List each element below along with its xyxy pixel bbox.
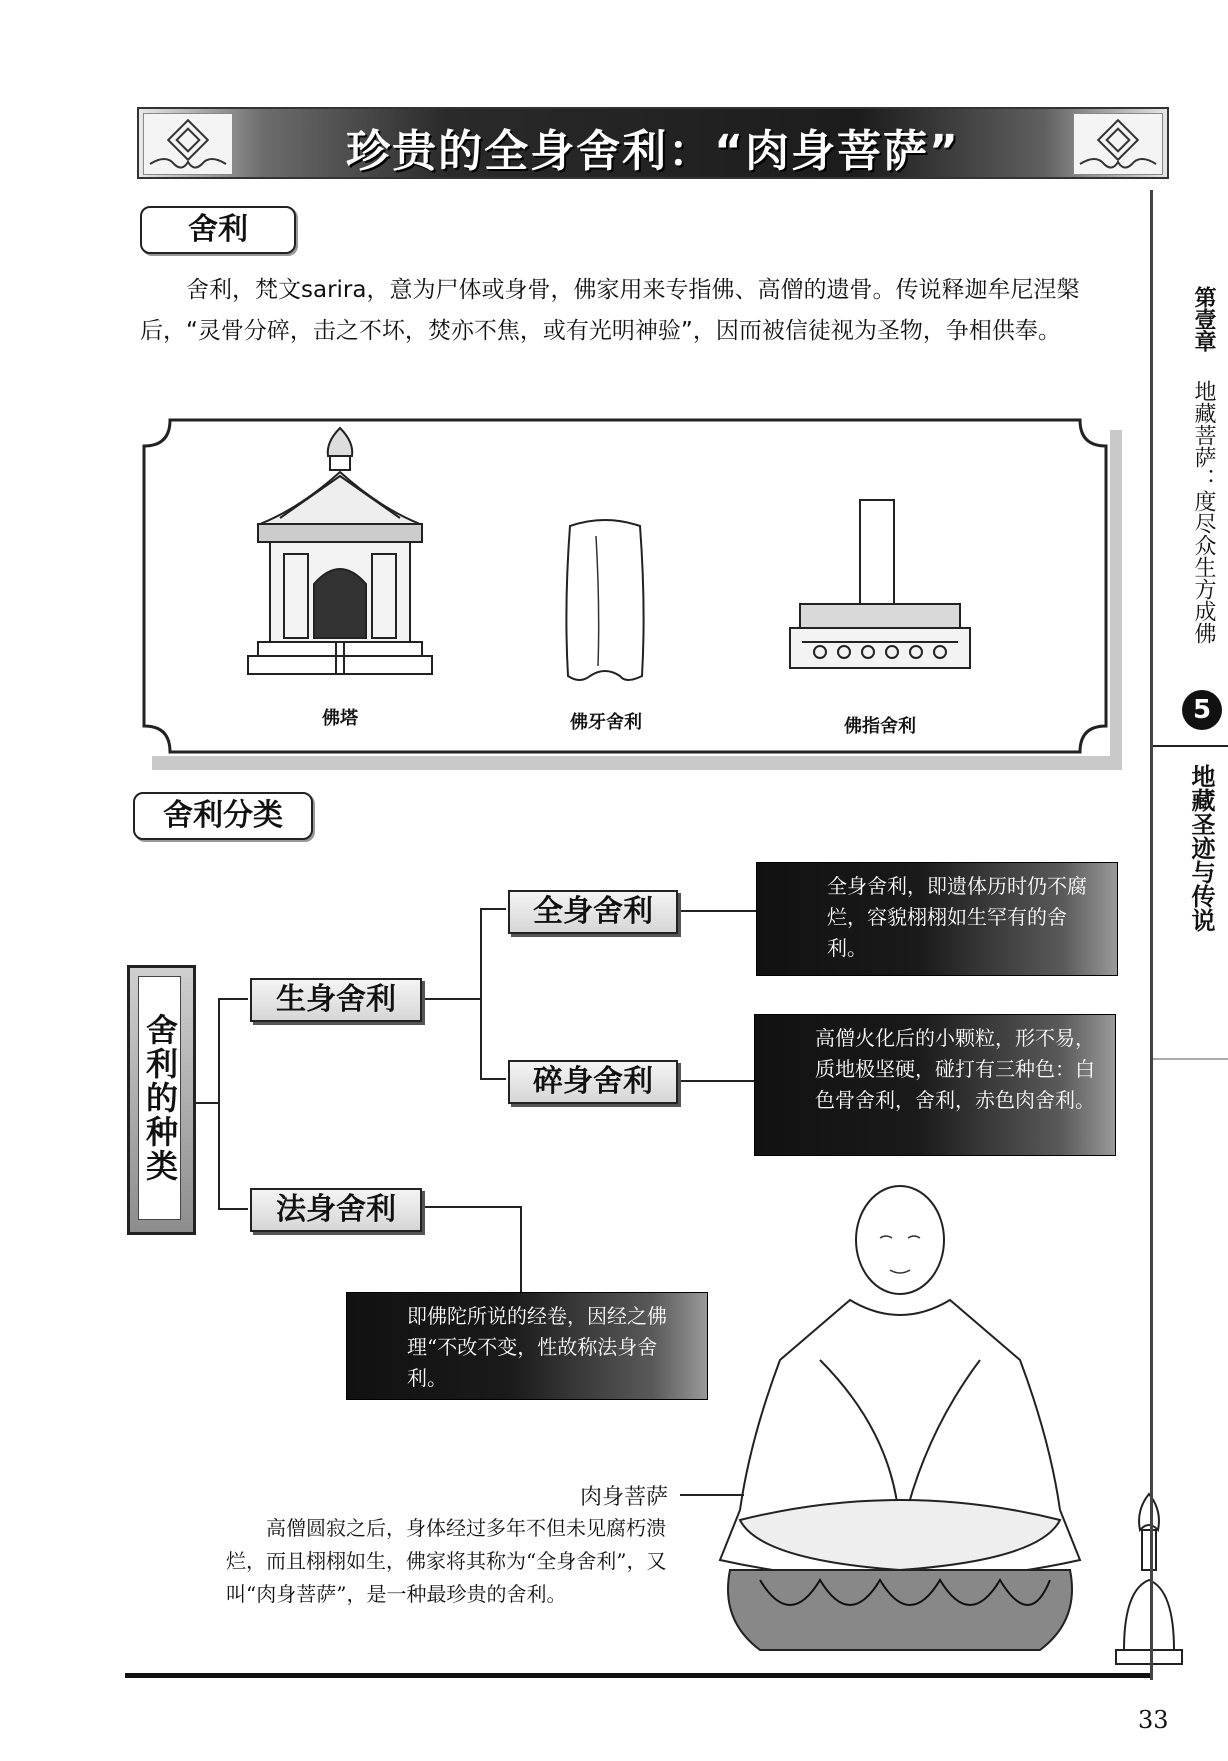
monk-description: 高僧圆寂之后，身体经过多年不但未见腐朽溃烂，而且栩栩如生，佛家将其称为“全身舍利”，又叫“肉身菩萨”，是一种最珍贵的舍利。	[226, 1516, 667, 1606]
monk-illustration	[700, 1180, 1100, 1660]
monk-label-pointer	[680, 1494, 744, 1496]
node-living-relic: 生身舍利	[250, 978, 422, 1022]
root-category-box	[127, 965, 196, 1235]
page-number: 33	[1138, 1706, 1169, 1734]
caption-pagoda: 佛塔	[322, 708, 358, 729]
connector	[420, 998, 482, 1000]
caption-tooth-relic: 佛牙舍利	[570, 712, 642, 733]
footer-rule	[125, 1673, 1150, 1678]
root-category-label: 舍利的种类	[138, 976, 181, 1220]
intro-paragraph: 舍利，梵文sarira，意为尸体或身骨，佛家用来专指佛、高僧的遗骨。传说释迦牟尼涅槃后，“灵骨分碎，击之不坏，焚亦不焦，或有光明神验”，因而被信徒视为圣物，争相供奉。	[140, 277, 1080, 344]
title-banner	[137, 107, 1169, 179]
connector	[218, 998, 220, 1210]
node-broken-body-relic: 碎身舍利	[508, 1060, 678, 1104]
connector	[420, 1206, 522, 1208]
connector	[480, 908, 482, 1080]
pagoda-icon	[240, 424, 440, 694]
desc-broken-body-relic: 高僧火化后的小颗粒，形不易，质地极坚硬，碰打有三种色：白色骨舍利，舍利，赤色肉舍利。	[754, 1014, 1116, 1156]
section-number-badge: 5	[1182, 690, 1222, 730]
chapter-title: 地藏菩萨：度尽众生方成佛	[1191, 380, 1216, 644]
node-dharma-relic: 法身舍利	[250, 1188, 422, 1232]
endless-knot-icon	[1073, 113, 1163, 175]
finger-relic-icon	[780, 496, 980, 676]
side-divider	[1153, 745, 1228, 747]
relic-illustration-panel	[140, 416, 1110, 756]
section-label-sarira: 舍利	[140, 206, 296, 254]
section-title: 地藏圣迹与传说	[1187, 764, 1215, 932]
connector	[676, 1080, 756, 1082]
side-divider	[1153, 1058, 1228, 1060]
connector	[218, 998, 248, 1000]
desc-whole-body-relic: 全身舍利，即遗体历时仍不腐烂，容貌栩栩如生罕有的舍利。	[756, 862, 1118, 976]
connector	[480, 908, 506, 910]
desc-dharma-relic: 即佛陀所说的经卷，因经之佛理“不改不变，性故称法身舍利。	[346, 1292, 708, 1400]
chapter-label: 第壹章	[1191, 286, 1216, 352]
connector	[520, 1206, 522, 1292]
monk-label: 肉身菩萨	[580, 1485, 669, 1510]
page-title: 珍贵的全身舍利：“肉身菩萨”	[346, 126, 960, 177]
tooth-relic-icon	[560, 516, 650, 686]
vajra-bell-icon	[1104, 1490, 1194, 1670]
endless-knot-icon	[143, 113, 233, 175]
connector	[218, 1208, 248, 1210]
caption-finger-relic: 佛指舍利	[844, 716, 916, 737]
node-whole-body-relic: 全身舍利	[508, 890, 678, 934]
connector	[676, 910, 756, 912]
section-label-classification: 舍利分类	[133, 792, 313, 840]
side-rule	[1150, 190, 1153, 1680]
connector	[480, 1078, 506, 1080]
